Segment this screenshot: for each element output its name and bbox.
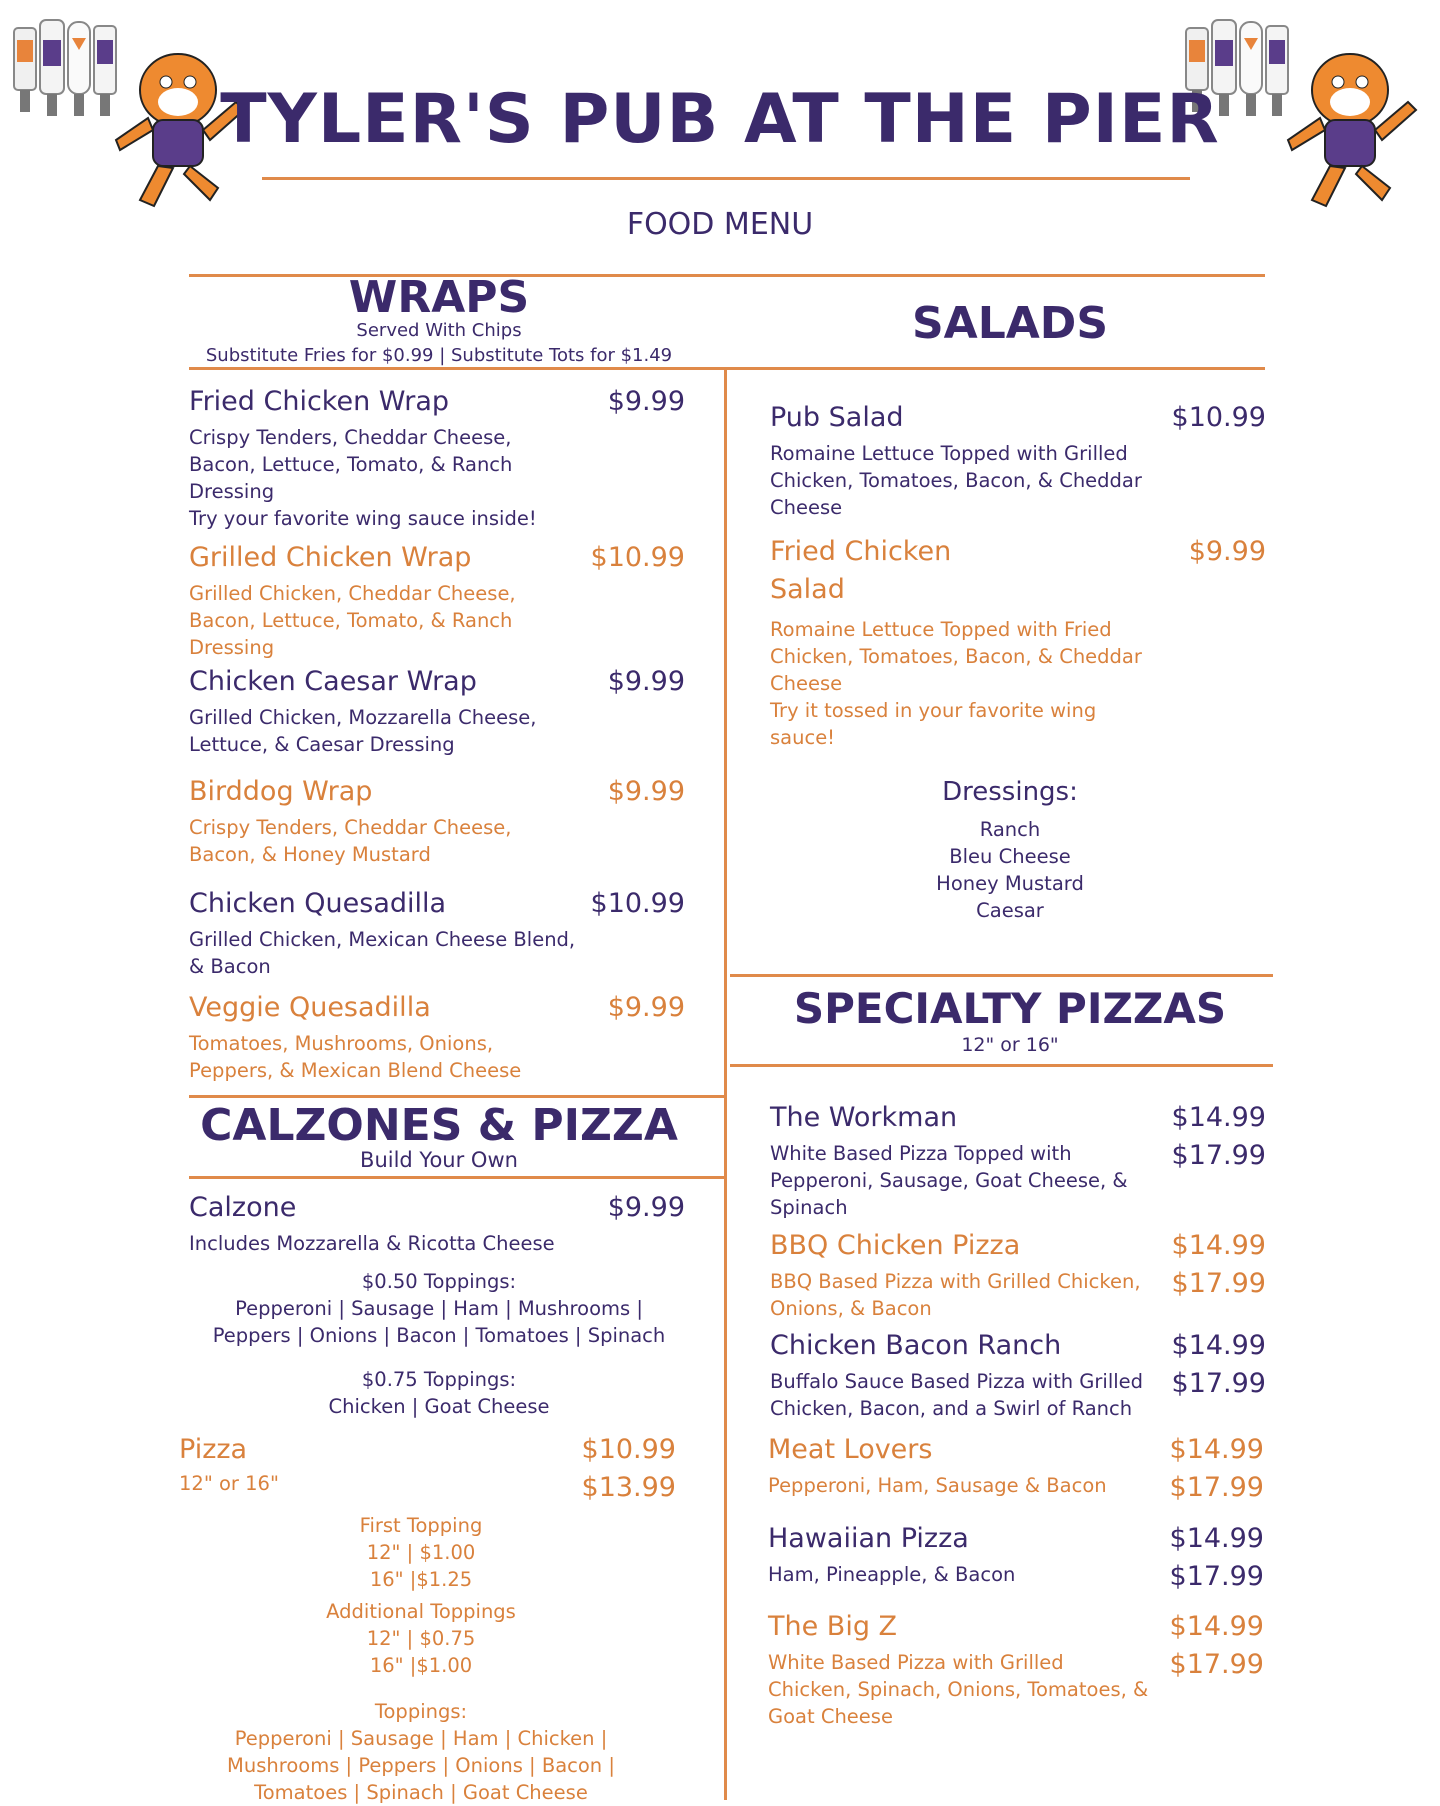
item-name: Pizza bbox=[179, 1434, 248, 1465]
item-price-16: $13.99 bbox=[581, 1472, 676, 1503]
pizza-size: 12" or 16" bbox=[179, 1472, 279, 1495]
toppings-075: $0.75 Toppings: Chicken | Goat Cheese bbox=[328, 1368, 550, 1418]
item-description: Romaine Lettuce Topped with Fried Chicken, Tomatoes, Bacon, & Cheddar Cheese Try it tossed in your favorite wing sauce! bbox=[770, 618, 1142, 749]
wrap-item bbox=[189, 886, 685, 980]
wraps-title: WRAPS bbox=[348, 272, 530, 323]
item-price-16: $17.99 bbox=[1169, 1561, 1264, 1592]
specialty-item bbox=[770, 1228, 1266, 1322]
salads-title: SALADS bbox=[911, 298, 1109, 349]
item-price-16: $17.99 bbox=[1169, 1649, 1264, 1680]
wrap-item bbox=[189, 664, 685, 758]
item-price-12: $14.99 bbox=[1171, 1102, 1266, 1133]
item-price: $10.99 bbox=[1171, 402, 1266, 433]
item-price: $9.99 bbox=[1188, 536, 1266, 567]
specialty-subtitle: 12" or 16" bbox=[961, 1034, 1059, 1056]
item-description: Crispy Tenders, Cheddar Cheese, Bacon, Lettuce, Tomato, & Ranch Dressing Try your favorite wing sauce inside! bbox=[189, 426, 537, 530]
item-price-12: $14.99 bbox=[1169, 1611, 1264, 1642]
specialty-item bbox=[770, 1328, 1266, 1422]
item-price-16: $17.99 bbox=[1171, 1368, 1266, 1399]
column-divider bbox=[724, 370, 727, 1800]
specialty-title: SPECIALTY PIZZAS bbox=[793, 984, 1227, 1033]
item-description: White Based Pizza with Grilled Chicken, Spinach, Onions, Tomatoes, & Goat Cheese bbox=[768, 1651, 1149, 1728]
section-header-divider bbox=[189, 367, 1265, 370]
item-description: Grilled Chicken, Mozzarella Cheese, Lettuce, & Caesar Dressing bbox=[189, 706, 537, 756]
specialty-item bbox=[768, 1432, 1264, 1503]
item-name: Meat Lovers bbox=[768, 1434, 933, 1465]
item-price: $9.99 bbox=[607, 992, 685, 1023]
dressings-title: Dressings: bbox=[942, 777, 1078, 807]
first-topping-pricing: First Topping 12" | $1.00 16" |$1.25 bbox=[359, 1514, 483, 1591]
calzones-header-divider bbox=[189, 1176, 726, 1179]
specialty-item bbox=[770, 1100, 1266, 1221]
item-description: Ham, Pineapple, & Bacon bbox=[768, 1563, 1016, 1586]
item-price-12: $14.99 bbox=[1169, 1434, 1264, 1465]
item-name: The Workman bbox=[770, 1102, 958, 1133]
wraps-note: Substitute Fries for $0.99 | Substitute Tots for $1.49 bbox=[205, 345, 673, 366]
salad-item bbox=[770, 534, 1266, 751]
item-name: Calzone bbox=[189, 1192, 297, 1223]
item-name: Veggie Quesadilla bbox=[189, 992, 431, 1023]
item-price-12: $10.99 bbox=[581, 1434, 676, 1465]
item-description: Grilled Chicken, Cheddar Cheese, Bacon, Lettuce, Tomato, & Ranch Dressing bbox=[189, 582, 516, 659]
item-description: Crispy Tenders, Cheddar Cheese, Bacon, & Honey Mustard bbox=[189, 816, 512, 866]
item-price: $9.99 bbox=[607, 776, 685, 807]
item-description: Includes Mozzarella & Ricotta Cheese bbox=[189, 1232, 555, 1255]
item-description: Tomatoes, Mushrooms, Onions, Peppers, & Mexican Blend Cheese bbox=[189, 1032, 522, 1082]
calzones-subtitle: Build Your Own bbox=[360, 1148, 518, 1172]
calzones-title: CALZONES & PIZZA bbox=[200, 1100, 678, 1151]
toppings-050: $0.50 Toppings: Pepperoni | Sausage | Ham | Mushrooms | Peppers | Onions | Bacon | Tomatoes | Spinach bbox=[212, 1270, 666, 1347]
item-price-16: $17.99 bbox=[1171, 1140, 1266, 1171]
item-name: Chicken Caesar Wrap bbox=[189, 666, 477, 697]
item-price: $10.99 bbox=[590, 542, 685, 573]
item-description: Romaine Lettuce Topped with Grilled Chicken, Tomatoes, Bacon, & Cheddar Cheese bbox=[770, 442, 1142, 519]
wrap-item bbox=[189, 384, 685, 532]
specialty-item bbox=[768, 1609, 1264, 1730]
title-divider bbox=[262, 177, 1190, 180]
pizza-item bbox=[179, 1432, 676, 1503]
item-price: $9.99 bbox=[607, 666, 685, 697]
item-name: The Big Z bbox=[768, 1611, 898, 1642]
wrap-item bbox=[189, 540, 685, 661]
item-description: Buffalo Sauce Based Pizza with Grilled Chicken, Bacon, and a Swirl of Ranch bbox=[770, 1370, 1144, 1420]
item-price: $10.99 bbox=[590, 888, 685, 919]
item-price: $9.99 bbox=[607, 1192, 685, 1223]
item-price-16: $17.99 bbox=[1171, 1268, 1266, 1299]
item-description: White Based Pizza Topped with Pepperoni, Sausage, Goat Cheese, & Spinach bbox=[770, 1142, 1128, 1219]
additional-toppings-pricing: Additional Toppings 12" | $0.75 16" |$1.00 bbox=[326, 1600, 516, 1677]
item-name: Fried Chicken Wrap bbox=[189, 386, 450, 417]
item-name: Chicken Bacon Ranch bbox=[770, 1330, 1062, 1361]
item-price-16: $17.99 bbox=[1169, 1472, 1264, 1503]
specialty-header-divider bbox=[730, 1064, 1273, 1067]
wrap-item bbox=[189, 990, 685, 1084]
item-price-12: $14.99 bbox=[1169, 1523, 1264, 1554]
item-price-12: $14.99 bbox=[1171, 1330, 1266, 1361]
item-name: Chicken Quesadilla bbox=[189, 888, 447, 919]
item-name: Pub Salad bbox=[770, 402, 904, 433]
wrap-item bbox=[189, 774, 685, 868]
menu-title: TYLER'S PUB AT THE PIER bbox=[220, 80, 1220, 159]
pizza-toppings-list: Toppings: Pepperoni | Sausage | Ham | Chicken | Mushrooms | Peppers | Onions | Bacon | Tomatoes | Spinach | Goat Cheese bbox=[227, 1700, 615, 1804]
item-price-12: $14.99 bbox=[1171, 1230, 1266, 1261]
calzones-top-divider bbox=[189, 1095, 726, 1098]
menu-subtitle: FOOD MENU bbox=[626, 207, 814, 242]
specialty-top-divider bbox=[730, 974, 1273, 977]
dressings-list: Ranch Bleu Cheese Honey Mustard Caesar bbox=[936, 818, 1084, 922]
item-description: Grilled Chicken, Mexican Cheese Blend, & Bacon bbox=[189, 928, 576, 978]
item-name: Grilled Chicken Wrap bbox=[189, 542, 472, 573]
item-name: BBQ Chicken Pizza bbox=[770, 1230, 1021, 1261]
item-price: $9.99 bbox=[607, 386, 685, 417]
calzone-item bbox=[189, 1190, 685, 1257]
item-name: Fried Chicken Salad bbox=[770, 536, 952, 605]
specialty-item bbox=[768, 1521, 1264, 1592]
item-description: Pepperoni, Ham, Sausage & Bacon bbox=[768, 1474, 1107, 1497]
item-name: Birddog Wrap bbox=[189, 776, 373, 807]
item-description: BBQ Based Pizza with Grilled Chicken, Onions, & Bacon bbox=[770, 1270, 1141, 1320]
salad-item bbox=[770, 400, 1266, 521]
item-name: Hawaiian Pizza bbox=[768, 1523, 969, 1554]
wraps-subtitle: Served With Chips bbox=[356, 320, 522, 341]
